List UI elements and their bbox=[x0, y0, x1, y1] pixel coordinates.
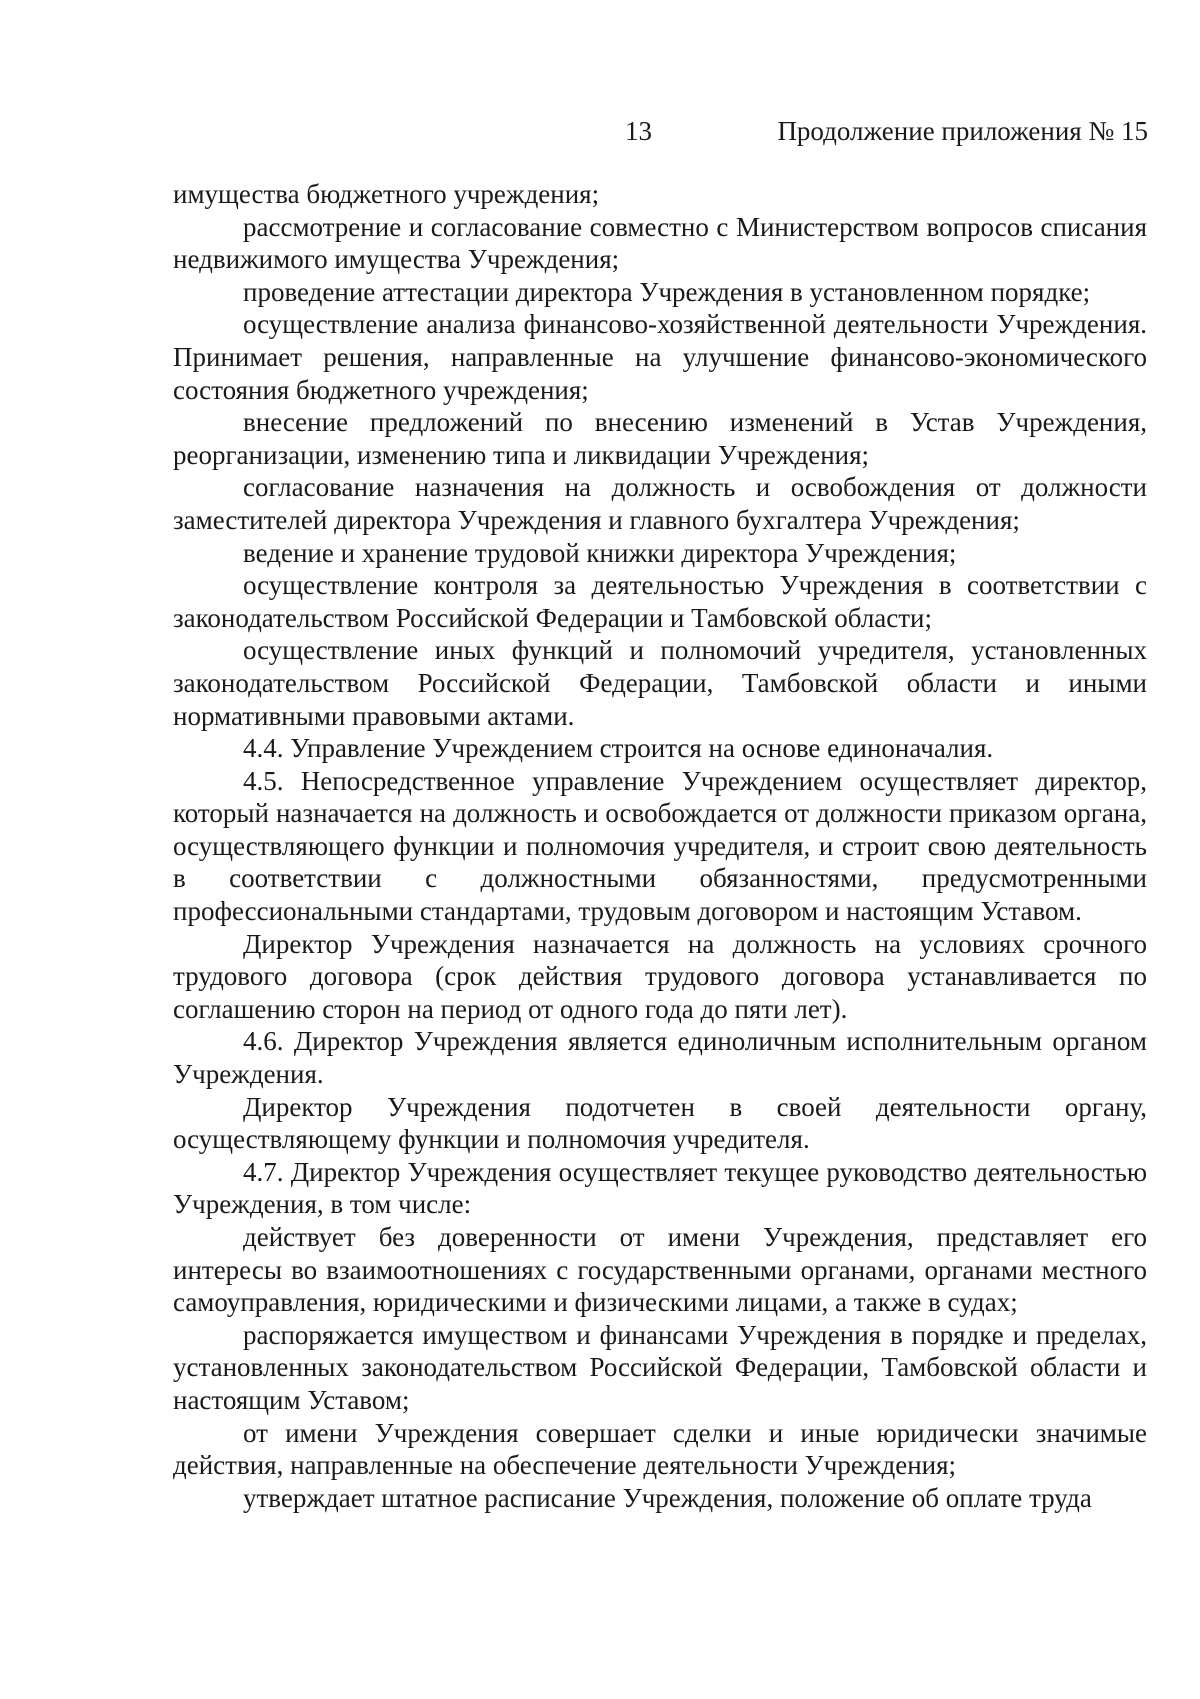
paragraph: 4.7. Директор Учреждения осуществляет текущее руководство деятельностью Учреждения, в том числе: bbox=[173, 1156, 1147, 1220]
paragraph: проведение аттестации директора Учреждения в установленном порядке; bbox=[243, 276, 1091, 307]
document-body bbox=[173, 178, 1147, 1514]
paragraph: утверждает штатное расписание Учреждения, положение об оплате труда bbox=[243, 1482, 1092, 1513]
paragraph: рассмотрение и согласование совместно с Министерством вопросов списания недвижимого имущества Учреждения; bbox=[173, 211, 1147, 275]
paragraph: 4.6. Директор Учреждения является единоличным исполнительным органом Учреждения. bbox=[173, 1026, 1147, 1090]
page-header bbox=[0, 116, 1200, 156]
paragraph: Директор Учреждения подотчетен в своей деятельности органу, осуществляющему функции и полномочия учредителя. bbox=[173, 1091, 1147, 1155]
paragraph: от имени Учреждения совершает сделки и иные юридически значимые действия, направленные на обеспечение деятельности Учреждения; bbox=[173, 1417, 1147, 1481]
appendix-label: Продолжение приложения № 15 bbox=[777, 116, 1148, 146]
paragraph: внесение предложений по внесению изменений в Устав Учреждения, реорганизации, изменению типа и ликвидации Учреждения; bbox=[173, 407, 1147, 470]
paragraph: согласование назначения на должность и освобождения от должности заместителей директора Учреждения и главного бухгалтера Учреждения; bbox=[173, 472, 1147, 535]
paragraph: осуществление иных функций и полномочий учредителя, установленных законодательством Российской Федерации, Тамбовской области и иными нормативными правовыми актами. bbox=[173, 635, 1147, 731]
paragraph: осуществление контроля за деятельностью Учреждения в соответствии с законодательством Российской Федерации и Тамбовской области; bbox=[173, 570, 1147, 633]
paragraph: ведение и хранение трудовой книжки директора Учреждения; bbox=[243, 537, 957, 568]
paragraph: имущества бюджетного учреждения; bbox=[173, 179, 600, 209]
paragraph: 4.5. Непосредственное управление Учреждением осуществляет директор, который назначается на должность и освобождается от должности приказом органа, осуществляющего функции и полномочия учредителя, и строит свою деятельность в соответствии с должностными обязанностями, предусмотренными профессиональными стандартами, трудовым договором и настоящим Уставом. bbox=[173, 765, 1147, 927]
paragraph: Директор Учреждения назначается на должность на условиях срочного трудового договора (срок действия трудового договора устанавливается по соглашению сторон на период от одного года до пяти лет). bbox=[173, 928, 1147, 1024]
paragraph: осуществление анализа финансово-хозяйственной деятельности Учреждения. Принимает решения, направленные на улучшение финансово-экономического состояния бюджетного учреждения; bbox=[173, 309, 1147, 405]
paragraph: действует без доверенности от имени Учреждения, представляет его интересы во взаимоотношениях с государственными органами, органами местного самоуправления, юридическими и физическими лицами, а также в судах; bbox=[173, 1222, 1147, 1318]
paragraph: распоряжается имуществом и финансами Учреждения в порядке и пределах, установленных законодательством Российской Федерации, Тамбовской области и настоящим Уставом; bbox=[173, 1319, 1147, 1415]
page-number: 13 bbox=[625, 116, 652, 146]
paragraph: 4.4. Управление Учреждением строится на основе единоначалия. bbox=[243, 733, 994, 764]
